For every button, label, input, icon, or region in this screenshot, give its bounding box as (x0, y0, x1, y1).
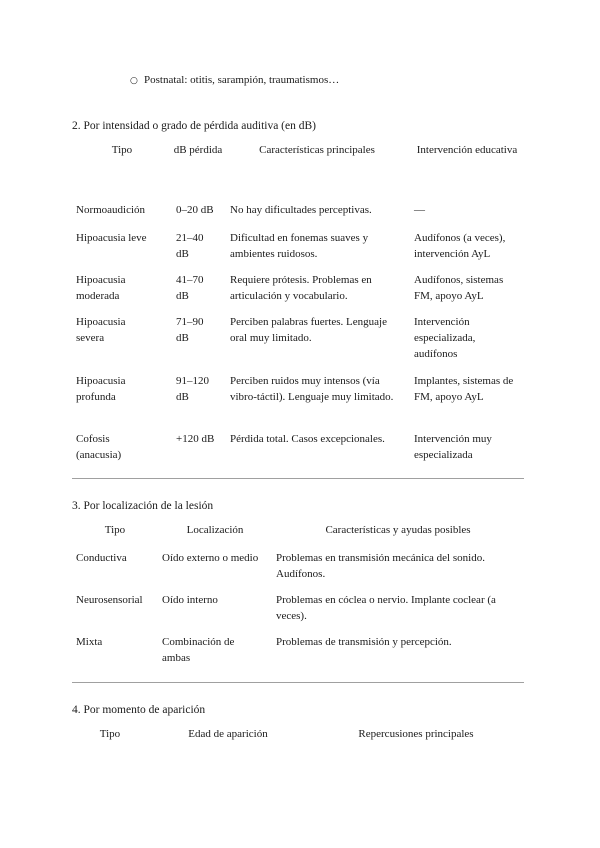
column-header: Intervención educativa (416, 144, 518, 156)
table-cell: Implantes, sistemas de FM, apoyo AyL (414, 375, 514, 403)
table-cell: Problemas de transmisión y percepción. (276, 636, 452, 648)
table-cell: No hay dificultades perceptivas. (230, 204, 372, 216)
table-cell: Intervención muy especializada (414, 433, 492, 461)
table-cell: Hipoacusia leve (76, 232, 147, 244)
bullet-text: Postnatal: otitis, sarampión, traumatismos… (144, 74, 340, 86)
table-cell: Hipoacusia severa (76, 316, 126, 344)
column-header: Repercusiones principales (358, 728, 474, 740)
column-header: Localización (186, 524, 244, 536)
divider (72, 682, 524, 683)
table-cell: 91–120 dB (176, 375, 209, 403)
table-cell: Conductiva (76, 552, 127, 564)
table-cell: Problemas en transmisión mecánica del sonido. Audífonos. (276, 552, 485, 580)
table-cell: Mixta (76, 636, 103, 648)
table-cell: Problemas en cóclea o nervio. Implante coclear (a veces). (276, 594, 496, 622)
section-2-heading: 2. Por intensidad o grado de pérdida auditiva (en dB) (72, 120, 316, 132)
table-cell: Hipoacusia moderada (76, 274, 126, 302)
table-cell: Combinación de ambas (162, 636, 235, 664)
table-cell: 0–20 dB (176, 204, 214, 216)
table-cell: Normoaudición (76, 204, 146, 216)
location-table (72, 522, 524, 672)
table-cell: Requiere prótesis. Problemas en articulación y vocabulario. (230, 274, 372, 302)
table-cell: 41–70 dB (176, 274, 204, 302)
table-cell: Perciben ruidos muy intensos (vía vibro-táctil). Lenguaje muy limitado. (230, 375, 394, 403)
intensity-table (72, 142, 524, 482)
table-cell: Audífonos (a veces), intervención AyL (414, 232, 506, 260)
section-4-heading: 4. Por momento de aparición (72, 704, 206, 716)
table-cell: +120 dB (176, 433, 215, 445)
table-cell: Cofosis (anacusia) (76, 433, 122, 461)
divider (72, 478, 524, 479)
column-header: Características y ayudas posibles (325, 524, 471, 536)
column-header: Edad de aparición (188, 728, 268, 740)
column-header: Tipo (104, 524, 126, 536)
table-cell: 21–40 dB (176, 232, 204, 260)
column-header: dB pérdida (173, 144, 223, 156)
onset-table (72, 726, 524, 746)
column-header: Tipo (111, 144, 133, 156)
table-cell: — (414, 204, 425, 216)
table-cell: Intervención especializada, audífonos (414, 316, 476, 360)
table-cell: Neurosensorial (76, 594, 143, 606)
table-cell: Perciben palabras fuertes. Lenguaje oral muy limitado. (230, 316, 387, 344)
table-cell: Oído interno (162, 594, 218, 606)
table-cell: Oído externo o medio (162, 552, 259, 564)
bullet-item (130, 72, 339, 89)
table-cell: Audífonos, sistemas FM, apoyo AyL (414, 274, 504, 302)
table-cell: Pérdida total. Casos excepcionales. (230, 433, 385, 445)
table-cell: 71–90 dB (176, 316, 204, 344)
table-cell: Hipoacusia profunda (76, 375, 126, 403)
section-3-heading: 3. Por localización de la lesión (72, 500, 214, 512)
column-header: Tipo (99, 728, 121, 740)
column-header: Características principales (259, 144, 375, 156)
bullet-marker: ○ (130, 76, 138, 86)
table-cell: Dificultad en fonemas suaves y ambientes ruidosos. (230, 232, 369, 260)
